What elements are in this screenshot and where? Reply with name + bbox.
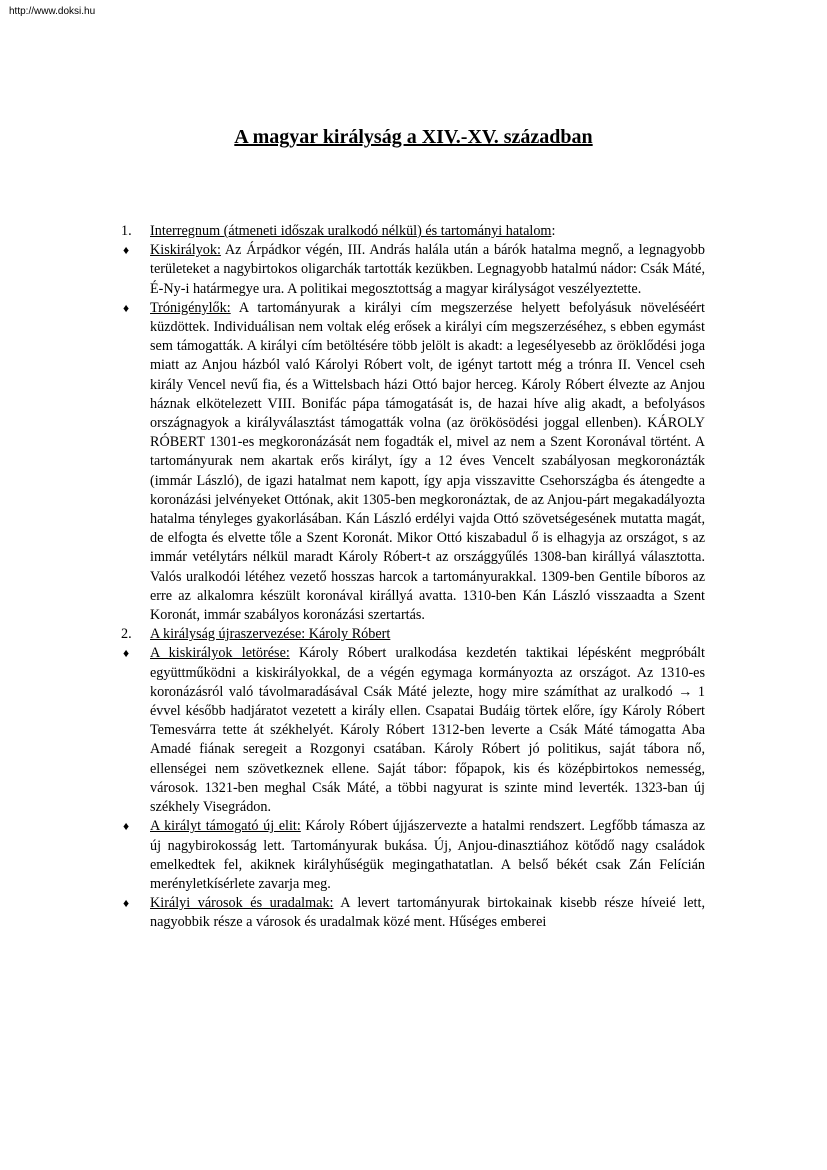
diamond-bullet-icon: ♦ — [123, 819, 130, 834]
page-title: A magyar királyság a XIV.-XV. században — [234, 126, 593, 148]
item-heading: Trónigénylők: — [150, 299, 231, 316]
list-item — [121, 299, 705, 625]
diamond-bullet-icon: ♦ — [123, 646, 130, 661]
item-text: Az Árpádkor végén, III. András halála után a bárók hatalma megnő, a legnagyobb területeket a nagybirtokos oligarchák tartották kezükben. Legnagyobb hatalmú nádor: Csák Máté, É-Ny-i határmegye ura. A politikai megosztottság a magyar királyságot veszélyeztette. — [150, 242, 705, 297]
diamond-bullet-icon: ♦ — [123, 896, 130, 911]
list-item — [121, 894, 705, 932]
section-text: : — [551, 223, 556, 239]
document-body — [121, 222, 705, 933]
list-item — [121, 817, 705, 894]
item-text: Károly Róbert uralkodása kezdetén taktikai lépésként megpróbált együttműködni a kiskirályokkal, de a végén egymaga kormányozta az országot. Az 1310-es koronázásról való távolmaradásával Csák Máté jelezte, hogy mire számíthat az uralkodó → 1 évvel később hadjáratot vezetett a király ellen. Csapatai Budáig törtek előre, így Károly Róbert Temesvárra tette át székhelyét. Károly Róbert 1312-ben leverte a Csák Máté támogatta Aba Amadé fiának seregeit a Rozgonyi csatában. Károly Róbert jó politikus, saját tábora nő, ellenségei nem szövetkeznek ellene. Saját tábor: főpapok, kis és középbirtokos nemesség, városok. 1321-ben meghal Csák Máté, a többi nagyurat is szinte mind leverték. 1323-ban új székhely Visegrádon. — [150, 645, 705, 816]
diamond-bullet-icon: ♦ — [123, 300, 130, 315]
item-text: A levert tartományurak birtokainak kisebb része híveié lett, nagyobbik része a városok és uradalmak közé ment. Hűséges emberei — [150, 895, 705, 931]
item-text: A tartományurak a királyi cím megszerzése helyett befolyásuk növeléséért küzdöttek. Individuálisan nem voltak elég erősek a királyi cím megszerzéséhez, s ebben egymást sem támogatták. A királyi cím betöltésére több jelölt is akadt: a legesélyesebb az öröklődési joga miatt az Anjou házból való Károlyi Róbert volt, de igényt tartott még a trónra II. Vencel cseh király Vencel nevű fia, és a Wittelsbach házi Ottó bajor herceg. Károly Róbert élvezte az Anjou háznak elkötelezett VIII. Bonifác pápa támogatását is, de hazai híve alig akadt, a befolyásos országnagyok a királyválasztást támogatták volna (az örökösödési joggal ellenben). KÁROLY RÓBERT 1301-es megkoronázását nem fogadták el, mivel az nem a Szent Koronával történt. A tartományurak nem akartak erős királyt, így a 12 éves Vencelt szabályosan megkoronázták (immár László), de igazi hatalmat nem kapott, így apja visszavitte Csehországba és átengedte a koronázási jelvényeket Ottónak, akit 1305-ben megkoronáztak, de az Anjou-párt megakadályozta hatalma tényleges gyakorlásában. Kán László erdélyi vajda Ottó szövetségesének mutatta magát, de elfogta és elvette tőle a Szent Koronát. Mikor Ottó kiszabadul ő is elhagyja az országot, s az immár vetélytárs nélkül maradt Károly Róbert-t az országgyűlés 1308-ban királlyá választotta. Valós uralkodói létéhez vezető hosszas harcok a tartományurakkal. 1309-ben Gentile bíboros az erre az alkalomra készült koronával királlyá avatta. 1310-ben Kán László visszaadta a Szent Koronát, immár szabályos koronázási szertartás. — [150, 299, 705, 624]
list-item — [121, 222, 705, 241]
list-item — [121, 241, 705, 299]
section-heading: A királyság újraszervezése: Károly Róbert — [150, 626, 391, 643]
section-heading: Interregnum (átmeneti időszak uralkodó nélkül) és tartományi hatalom — [150, 223, 552, 239]
item-heading: A királyt támogató új elit: — [150, 818, 301, 835]
source-url[interactable]: http://www.doksi.hu — [9, 6, 96, 17]
list-item — [121, 625, 705, 644]
list-number: 2. — [121, 626, 132, 643]
diamond-bullet-icon: ♦ — [123, 243, 130, 258]
item-heading: Kiskirályok: — [150, 242, 221, 259]
item-heading: Királyi városok és uradalmak: — [150, 895, 334, 912]
item-text: Károly Róbert újjászervezte a hatalmi rendszert. Legfőbb támasza az új nagybirokosság lett. Tartományurak bukása. Új, Anjou-dinasztiához kötődő nagy családok emelkedtek fel, akiknek királyhűségük megingathatatlan. A belső békét csak Zán Felícián merényletkísérlete zavarja meg. — [150, 818, 706, 892]
item-heading: A kiskirályok letörése: — [150, 645, 290, 662]
list-number: 1. — [121, 223, 132, 239]
list-item — [121, 644, 705, 817]
